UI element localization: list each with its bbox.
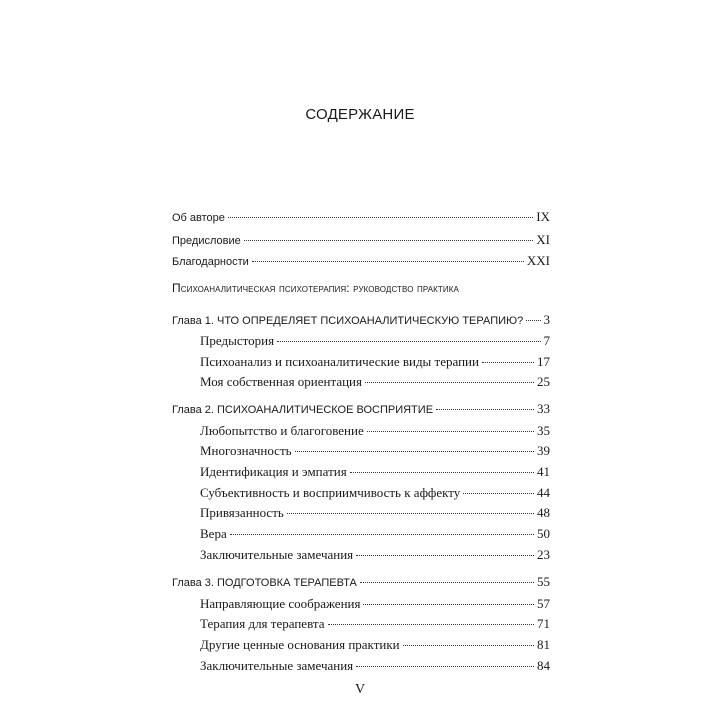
chapter-label: Глава 2. ПСИХОАНАЛИТИЧЕСКОЕ ВОСПРИЯТИЕ: [172, 404, 434, 416]
toc-page-number: 3: [543, 312, 550, 327]
dot-leader: [252, 261, 524, 262]
toc-row-entry[interactable]: [200, 614, 550, 634]
toc-row-entry[interactable]: [200, 352, 550, 372]
toc-label: Привязанность: [200, 505, 284, 520]
toc-label: Любопытство и благоговение: [200, 423, 364, 438]
toc-row-chapter-1[interactable]: [172, 310, 550, 330]
dot-leader: [363, 604, 534, 605]
toc-page-number: 35: [537, 423, 550, 438]
toc-row-entry[interactable]: [200, 656, 550, 676]
toc-page-number: 71: [537, 616, 550, 631]
dot-leader: [277, 341, 540, 342]
dot-leader: [403, 645, 534, 646]
dot-leader: [367, 431, 534, 432]
dot-leader: [228, 217, 533, 218]
toc-row-chapter-2[interactable]: [172, 399, 550, 419]
chapter-label: Глава 3. ПОДГОТОВКА ТЕРАПЕВТА: [172, 577, 357, 589]
toc-label: Идентификация и эмпатия: [200, 464, 347, 479]
toc-row-entry[interactable]: [200, 524, 550, 544]
toc-row-entry[interactable]: [200, 545, 550, 565]
toc-row-entry[interactable]: [200, 483, 550, 503]
dot-leader: [287, 513, 534, 514]
toc-label: Благодарности: [172, 256, 249, 268]
dot-leader: [356, 666, 534, 667]
toc-row-entry[interactable]: [200, 331, 550, 351]
toc-page-number: 57: [537, 596, 550, 611]
toc-row-front-preface[interactable]: [172, 230, 550, 250]
toc-page-number: 39: [537, 443, 550, 458]
toc-label: Субъективность и восприимчивость к аффекту: [200, 485, 461, 500]
toc-page-number: 23: [537, 547, 550, 562]
toc-row-chapter-3[interactable]: [172, 572, 550, 592]
section-title: Психоаналитическая психотерапия: руководство практика: [172, 281, 459, 295]
toc-page-number: 48: [537, 505, 550, 520]
toc-page-number: 81: [537, 637, 550, 652]
toc-label: Психоанализ и психоаналитические виды терапии: [200, 354, 479, 369]
toc-page-number: XI: [536, 232, 550, 247]
chapter-label: Глава 1. ЧТО ОПРЕДЕЛЯЕТ ПСИХОАНАЛИТИЧЕСКУЮ ТЕРАПИЮ?: [172, 315, 524, 327]
page-title: СОДЕРЖАНИЕ: [305, 106, 415, 123]
toc-page-number: 33: [537, 401, 550, 416]
dot-leader: [328, 624, 535, 625]
toc-row-front-about[interactable]: [172, 207, 550, 227]
toc-label: Моя собственная ориентация: [200, 374, 362, 389]
dot-leader: [350, 472, 534, 473]
dot-leader: [463, 493, 534, 494]
toc-page-number: 44: [537, 485, 550, 500]
dot-leader: [365, 382, 534, 383]
toc-label: Терапия для терапевта: [200, 616, 325, 631]
toc-row-entry[interactable]: [200, 372, 550, 392]
toc-page-number: 7: [543, 333, 550, 348]
toc-page-number: IX: [536, 209, 550, 224]
dot-leader: [356, 555, 534, 556]
page-number-footer: V: [354, 682, 366, 697]
toc-label: Вера: [200, 526, 227, 541]
toc-label: Многозначность: [200, 443, 292, 458]
dot-leader: [244, 240, 534, 241]
toc-row-front-acknowledgments[interactable]: [172, 251, 550, 271]
toc-label: Об авторе: [172, 212, 225, 224]
dot-leader: [295, 451, 534, 452]
toc-row-entry[interactable]: [200, 421, 550, 441]
toc-row-entry[interactable]: [200, 635, 550, 655]
toc-label: Заключительные замечания: [200, 658, 354, 673]
dot-leader: [526, 320, 540, 321]
toc-label: Предисловие: [172, 235, 241, 247]
dot-leader: [230, 534, 534, 535]
toc-row-entry[interactable]: [200, 462, 550, 482]
toc-page-number: 55: [537, 574, 550, 589]
toc-page-number: XXI: [526, 253, 550, 268]
toc-row-entry[interactable]: [200, 503, 550, 523]
toc-page-number: 50: [537, 526, 550, 541]
toc-label: Другие ценные основания практики: [200, 637, 400, 652]
toc-row-entry[interactable]: [200, 441, 550, 461]
toc-label: Направляющие соображения: [200, 596, 361, 611]
toc-page-number: 25: [537, 374, 550, 389]
toc-page-number: 17: [537, 354, 550, 369]
toc-row-entry[interactable]: [200, 594, 550, 614]
toc-label: Предыстория: [200, 333, 275, 348]
dot-leader: [436, 409, 534, 410]
toc-page-number: 84: [537, 658, 550, 673]
dot-leader: [482, 362, 534, 363]
dot-leader: [360, 582, 534, 583]
toc-label: Заключительные замечания: [200, 547, 354, 562]
toc-page-number: 41: [537, 464, 550, 479]
